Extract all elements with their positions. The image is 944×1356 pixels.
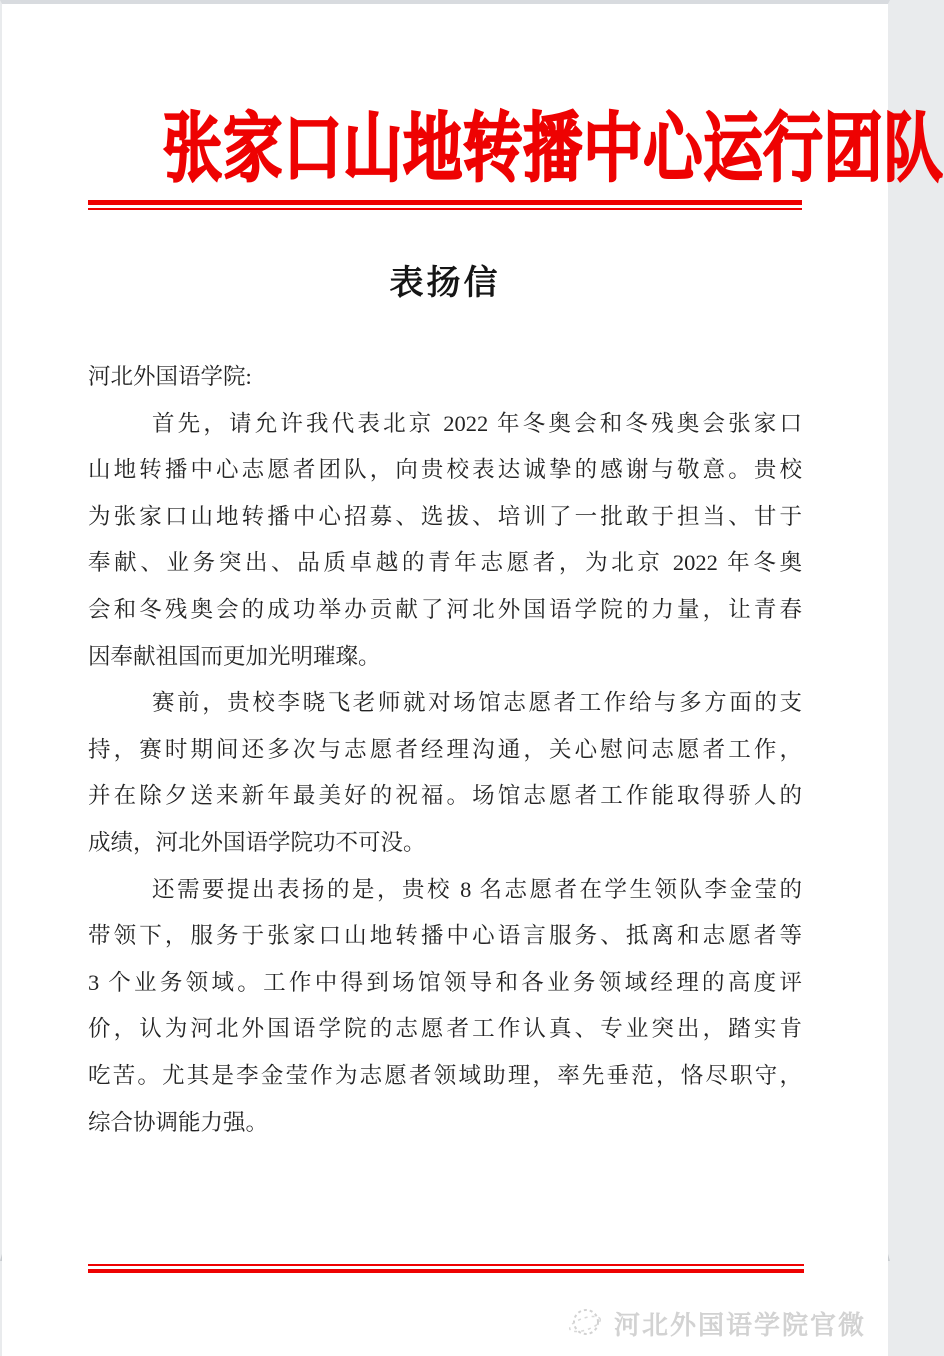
masthead-rule-thin bbox=[88, 208, 802, 210]
footer-rule-thin bbox=[88, 1264, 804, 1266]
footer-rule-thick bbox=[88, 1269, 804, 1273]
masthead-title: 张家口山地转播中心运行团队 bbox=[162, 108, 944, 191]
globe-icon bbox=[566, 1304, 604, 1342]
body-line: 河北外国语学院: bbox=[88, 364, 252, 389]
body-line: 会和冬残奥会的成功举办贡献了河北外国语学院的力量，让青春 bbox=[88, 596, 802, 622]
letter-page bbox=[2, 106, 944, 1356]
body-line: 还需要提出表扬的是，贵校 8 名志愿者在学生领队李金莹的 bbox=[152, 876, 802, 902]
watermark-text: 河北外国语学院官微 bbox=[613, 1310, 866, 1340]
body-line: 带领下，服务于张家口山地转播中心语言服务、抵离和志愿者等 bbox=[88, 923, 802, 949]
body-line: 成绩，河北外国语学院功不可没。 bbox=[88, 829, 426, 855]
body-line: 吃苦。尤其是李金莹作为志愿者领域助理，率先垂范，恪尽职守， bbox=[88, 1062, 802, 1088]
watermark bbox=[566, 1304, 866, 1342]
body-line: 价，认为河北外国语学院的志愿者工作认真、专业突出，踏实肯 bbox=[88, 1016, 802, 1042]
body-line: 3 个业务领域。工作中得到场馆领导和各业务领域经理的高度评 bbox=[88, 969, 802, 995]
body-line: 赛前，贵校李晓飞老师就对场馆志愿者工作给与多方面的支 bbox=[152, 690, 802, 716]
body-line: 为张家口山地转播中心招募、选拔、培训了一批敢于担当、甘于 bbox=[88, 503, 802, 529]
body-line: 综合协调能力强。 bbox=[88, 1109, 269, 1135]
body-line: 因奉献祖国而更加光明璀璨。 bbox=[88, 643, 381, 669]
letter-body bbox=[88, 354, 802, 1146]
masthead-divider bbox=[88, 200, 802, 210]
body-line: 山地转播中心志愿者团队，向贵校表达诚挚的感谢与敬意。贵校 bbox=[88, 457, 802, 483]
body-line: 并在除夕送来新年最美好的祝福。场馆志愿者工作能取得骄人的 bbox=[88, 783, 802, 809]
body-line: 首先，请允许我代表北京 2022 年冬奥会和冬残奥会张家口 bbox=[152, 410, 802, 436]
masthead-rule-thick bbox=[88, 200, 802, 205]
body-line: 奉献、业务突出、品质卓越的青年志愿者，为北京 2022 年冬奥 bbox=[88, 550, 802, 576]
footer-divider bbox=[88, 1264, 804, 1273]
letter-heading: 表扬信 bbox=[389, 265, 501, 302]
body-line: 持，赛时期间还多次与志愿者经理沟通，关心慰问志愿者工作， bbox=[88, 736, 802, 762]
